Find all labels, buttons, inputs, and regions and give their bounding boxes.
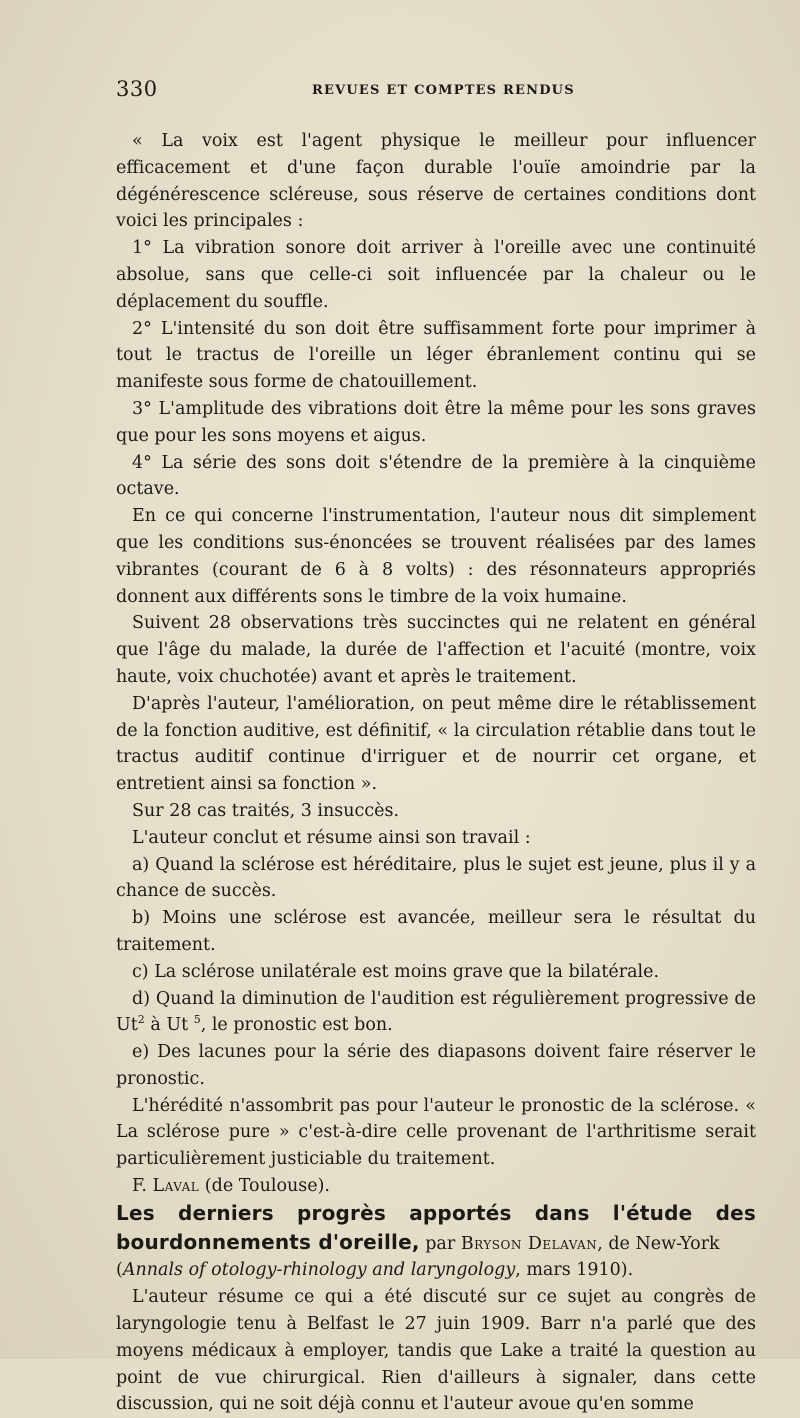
- condition-1: 1° La vibration sonore doit arriver à l'oreille avec une continuité absolue, sans que celle-ci soit influencée par la chaleur ou le déplacement du souffle.: [116, 238, 756, 312]
- instrumentation-paragraph: En ce qui concerne l'instrumentation, l'auteur nous dit simplement que les conditions sus-énoncées se trouvent réalisées par des lames vibrantes (courant de 6 à 8 volts) : des résonnateurs appropriés donnent aux différents sons le timbre de la voix humaine.: [116, 506, 756, 607]
- page-body: [116, 128, 756, 1418]
- article-2-by: par: [419, 1233, 461, 1254]
- signature-suffix: (de Toulouse).: [199, 1176, 330, 1197]
- quote-paragraph: « La voix est l'agent physique le meilleur pour influencer efficacement et d'une façon durable l'ouïe amoindrie par la dégénérescence scléreuse, sous réserve de certaines conditions dont voici les principales :: [116, 131, 756, 232]
- point-e: e) Des lacunes pour la série des diapasons doivent faire réserver le pronostic.: [116, 1042, 756, 1089]
- article-2-location: , de New-York: [597, 1233, 720, 1254]
- page-number: 330: [116, 77, 158, 101]
- amelioration-paragraph: D'après l'auteur, l'amélioration, on peut même dire le rétablissement de la fonction auditive, est définitif, « la circulation rétablie dans tout le tractus auditif continue d'irriguer et de nourrir cet organe, et entretient ainsi sa fonction ».: [116, 693, 756, 795]
- point-d-text-start: d) Quand la diminution de l'audition est régulièrement progressive de Ut: [116, 988, 756, 1036]
- article-2-summary: L'auteur résume ce qui a été discuté sur ce sujet au congrès de laryngologie tenu à Belfast le 27 juin 1909. Barr n'a parlé que des moyens médicaux à employer, tandis que Lake a traité la question au point de vue chirurgical. Rien d'ailleurs à signaler, dans cette discussion, qui ne soit déjà connu et l'auteur avoue qu'en somme: [116, 1287, 756, 1415]
- article-2-author: Bryson Delavan: [460, 1233, 598, 1254]
- point-a: a) Quand la sclérose est héréditaire, plus le sujet est jeune, plus il y a chance de succès.: [116, 854, 756, 902]
- condition-3: 3° L'amplitude des vibrations doit être la même pour les sons graves que pour les sons moyens et aigus.: [116, 398, 756, 446]
- point-b: b) Moins une sclérose est avancée, meilleur sera le résultat du traitement.: [116, 908, 756, 955]
- point-d: [116, 986, 756, 1040]
- heredity-paragraph: L'hérédité n'assombrit pas pour l'auteur le pronostic de la sclérose. « La sclérose pure » c'est-à-dire celle provenant de l'arthritisme serait particulièrement justiciable du traitement.: [116, 1095, 756, 1170]
- page-header: [116, 77, 756, 107]
- signature-prefix: F.: [132, 1176, 153, 1197]
- article-2-title: Les derniers progrès apportés dans l'étude des bourdonnements d'oreille,: [116, 1200, 756, 1254]
- article-2-source-close: , mars 1910).: [515, 1260, 634, 1281]
- signature-name: Laval: [152, 1176, 200, 1197]
- point-d-text-end: , le pronostic est bon.: [200, 1015, 393, 1036]
- signature: [116, 1173, 756, 1200]
- point-d-superscript-2: 5: [193, 1013, 201, 1027]
- point-d-superscript-1: 2: [137, 1013, 145, 1027]
- condition-2: 2° L'intensité du son doit être suffisamment forte pour imprimer à tout le tractus de l'oreille un léger ébranlement continu qui se manifeste sous forme de chatouillement.: [116, 318, 756, 393]
- condition-4: 4° La série des sons doit s'étendre de la première à la cinquième octave.: [116, 452, 756, 500]
- article-2-journal: Annals of otology-rhinology and laryngology: [122, 1260, 516, 1281]
- observations-paragraph: Suivent 28 observations très succinctes qui ne relatent en général que l'âge du malade, la durée de l'affection et l'acuité (montre, voix haute, voix chuchotée) avant et après le traitement.: [116, 613, 756, 687]
- point-d-text-middle: à Ut: [144, 1015, 194, 1036]
- running-head: REVUES ET COMPTES RENDUS: [312, 83, 575, 98]
- point-c: c) La sclérose unilatérale est moins grave que la bilatérale.: [132, 961, 660, 982]
- results-paragraph: Sur 28 cas traités, 3 insuccès.: [132, 800, 400, 821]
- conclusion-intro: L'auteur conclut et résume ainsi son travail :: [132, 827, 531, 848]
- article-2-source-open: (: [116, 1260, 123, 1281]
- article-2-heading: [116, 1200, 756, 1284]
